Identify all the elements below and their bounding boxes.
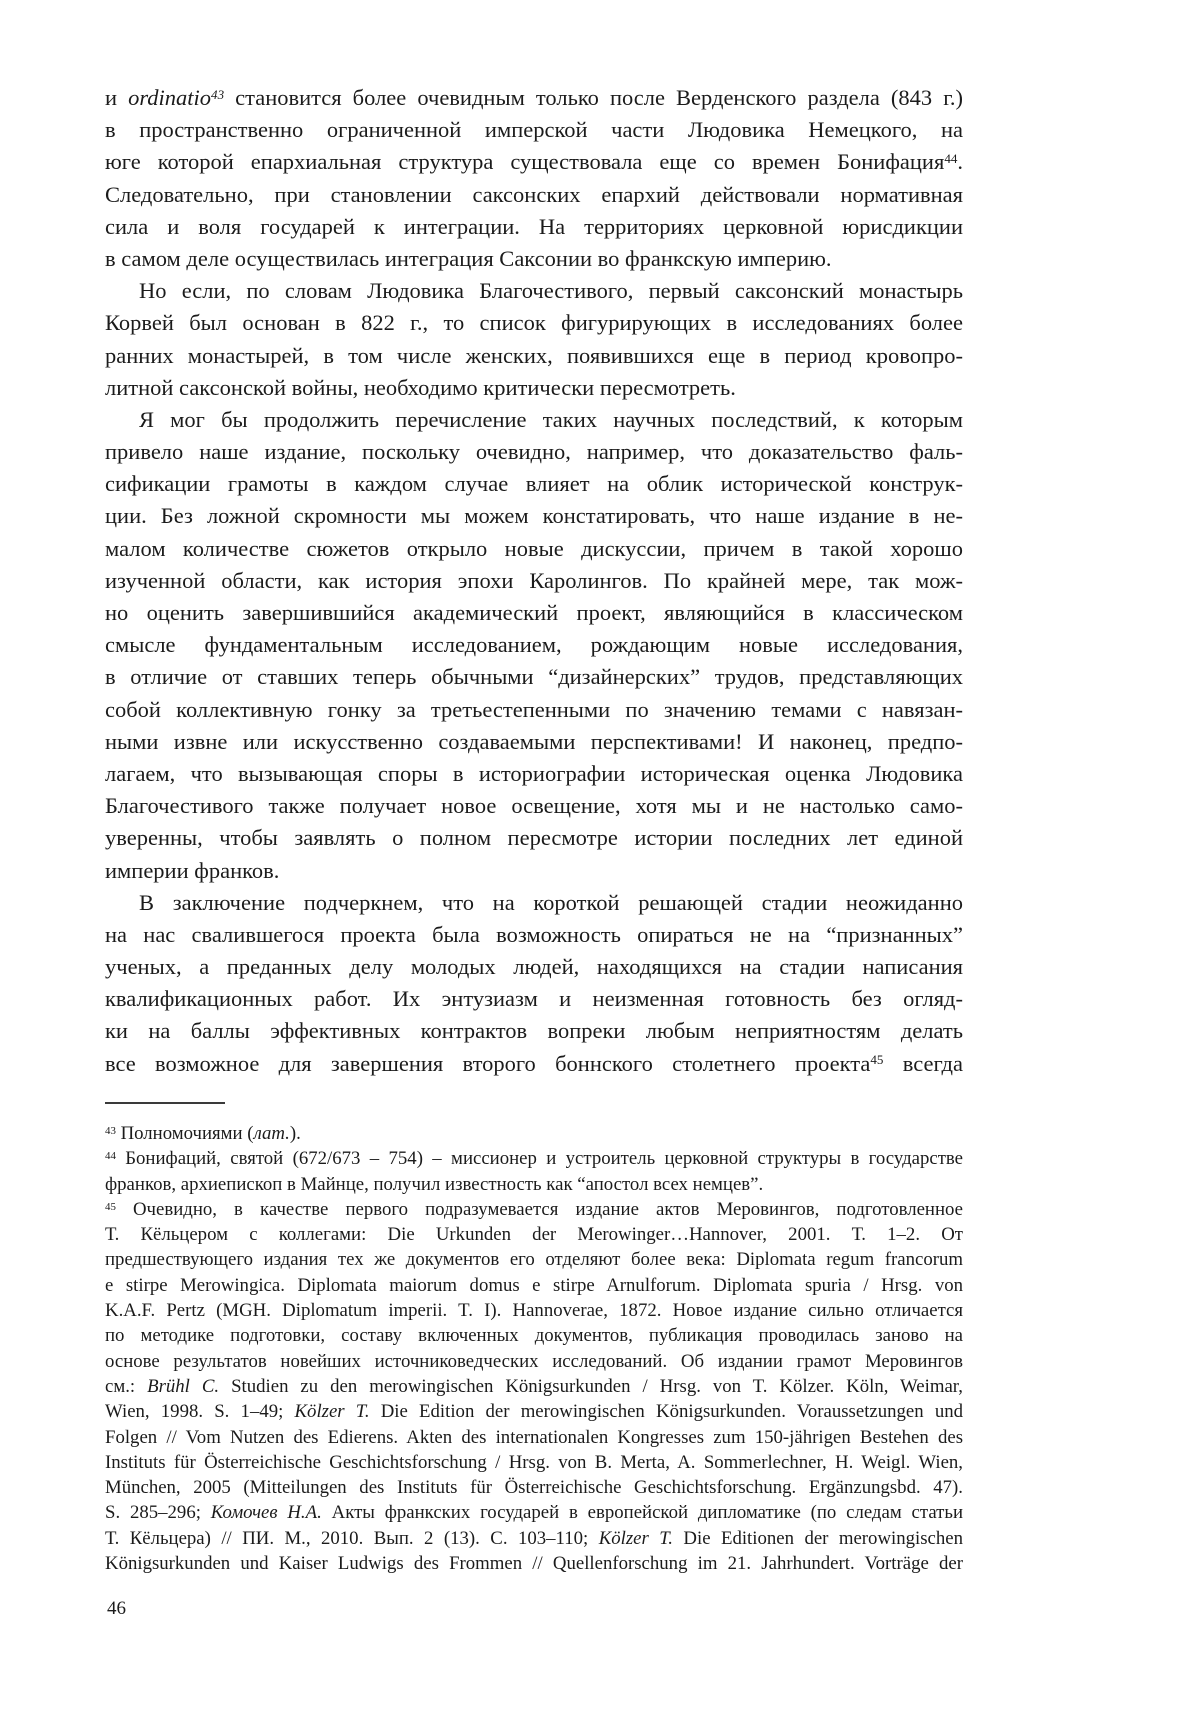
text-line: ции. Без ложной скромности мы можем констатировать, что наше издание в не- [105,503,963,529]
text-line: основе результатов новейших источниковедческих исследований. Об издании грамот Меровингов [105,1350,963,1372]
text-line: e stirpe Merowingica. Diplomata maiorum domus e stirpe Arnulforum. Diplomata spuria / Hrsg. von [105,1274,963,1296]
text-line: Königsurkunden und Kaiser Ludwigs des Frommen // Quellenforschung im 21. Jahrhundert. Vorträge der [105,1553,963,1575]
text-line: $^{44}$ Бонифаций, святой (672/673 – 754) – миссионер и устроитель церковной структуры в государстве [105,1148,963,1170]
text-line: Folgen // Vom Nutzen des Edierens. Akten des internationalen Kongresses zum 150-jährigen Bestehen des [105,1426,963,1448]
footnote [105,1146,963,1197]
text-line: Благочестивого также получает новое освещение, хотя мы и не настолько само- [105,793,963,819]
text-line: изученной области, как история эпохи Каролингов. По крайней мере, так мож- [105,567,963,593]
text-line: ученых, а преданных делу молодых людей, находящихся на стадии написания [105,954,963,980]
text-line: ранних монастырей, в том числе женских, появившихся еще в период кровопро- [105,342,963,368]
text-line: S. 285–296; Комочев Н.А. Акты франкских государей в европейской дипломатике (по следам статьи [105,1502,963,1524]
text-line: ными извне или искусственно создаваемыми перспективами! И наконец, предпо- [105,728,963,754]
page-number: 46 [107,1598,126,1619]
text-line: но оценить завершившийся академический проект, являющийся в классическом [105,600,963,625]
text-line: квалификационных работ. Их энтузиазм и неизменная готовность без огляд- [105,986,963,1012]
text-line: и ordinatio$^{43}$ становится более очевидным только после Верденского раздела (843 г.) [105,85,963,110]
text-line: Т. Кёльцером с коллегами: Die Urkunden der Merowinger…Hannover, 2001. Т. 1–2. От [105,1224,963,1246]
text-line: Но если, по словам Людовика Благочестивого, первый саксонский монастырь [139,278,963,304]
text-line: лагаем, что вызывающая споры в историографии историческая оценка Людовика [105,760,963,786]
text-line: империи франков. [105,857,280,883]
footnote [105,1121,963,1146]
footnotes-block [105,1121,963,1576]
body-paragraph [105,275,963,404]
text-line: франков, архиепископ в Майнце, получил известность как “апостол всех немцев”. [105,1173,764,1195]
text-line: все возможное для завершения второго боннского столетнего проекта$^{45}$ всегда [105,1050,963,1076]
text-line: Instituts für Österreichische Geschichtsforschung / Hrsg. von B. Merta, A. Sommerlechner, H. Weigl. Wien, [105,1451,963,1473]
text-line: малом количестве сюжетов открыло новые дискуссии, причем в такой хорошо [105,535,963,561]
text-line: собой коллективную гонку за третьестепенными по значению темами с навязан- [105,696,963,722]
text-line: Wien, 1998. S. 1–49; Kölzer T. Die Edition der merowingischen Königsurkunden. Voraussetzungen und [105,1401,963,1423]
text-line: В заключение подчеркнем, что на короткой решающей стадии неожиданно [139,889,963,915]
text-line: в отличие от ставших теперь обычными “дизайнерских” трудов, представляющих [105,664,963,690]
text-line: Т. Кёльцера) // ПИ. М., 2010. Вып. 2 (13). С. 103–110; Kölzer T. Die Editionen der merowingischen [105,1527,963,1549]
body-paragraph [105,404,963,887]
text-line: литной саксонской войны, необходимо критически пересмотреть. [105,374,736,400]
text-line: предшествующего издания тех же документов его отделяют более века: Diplomata regum francorum [105,1249,963,1271]
text-line: см.: Brühl C. Studien zu den merowingischen Königsurkunden / Hrsg. von T. Kölzer. Köln, Weimar, [105,1375,963,1397]
body-paragraph [105,887,963,1080]
footnote-separator-rule [105,1102,225,1104]
text-line: уверенны, чтобы заявлять о полном пересмотре истории последних лет единой [105,825,963,851]
text-line: K.A.F. Pertz (MGH. Diplomatum imperii. T. I). Hannoverae, 1872. Новое издание сильно отличается [105,1300,963,1322]
text-line: ки на баллы эффективных контрактов вопреки любым неприятностям делать [105,1018,963,1044]
footnote [105,1197,963,1576]
text-line: Следовательно, при становлении саксонских епархий действовали нормативная [105,181,963,207]
text-line: в пространственно ограниченной имперской части Людовика Немецкого, на [105,117,963,143]
body-paragraph [105,82,963,275]
text-line: в самом деле осуществилась интеграция Саксонии во франкскую империю. [105,245,832,271]
body-text [105,82,963,1080]
text-line: смысле фундаментальным исследованием, рождающим новые исследования, [105,632,963,658]
text-line: сификации грамоты в каждом случае влияет на облик исторической конструк- [105,471,963,497]
text-line: Я мог бы продолжить перечисление таких научных последствий, к которым [139,406,963,432]
text-line: сила и воля государей к интеграции. На территориях церковной юрисдикции [105,213,963,239]
text-line: по методике подготовки, составу включенных документов, публикация проводилась заново на [105,1325,963,1347]
text-line: $^{45}$ Очевидно, в качестве первого подразумевается издание актов Меровингов, подготовленное [105,1198,963,1220]
text-line: юге которой епархиальная структура существовала еще со времен Бонифация$^{44}$. [105,149,963,175]
text-line: $^{43}$ Полномочиями (лат.). [105,1123,301,1144]
text-line: Корвей был основан в 822 г., то список фигурирующих в исследованиях более [105,310,963,336]
text-line: на нас свалившегося проекта была возможность опираться не на “признанных” [105,921,963,947]
text-line: München, 2005 (Mitteilungen des Instituts für Österreichische Geschichtsforschung. Ergänzungsbd. 47). [105,1477,963,1499]
text-line: привело наше издание, поскольку очевидно, например, что доказательство фаль- [105,439,963,465]
